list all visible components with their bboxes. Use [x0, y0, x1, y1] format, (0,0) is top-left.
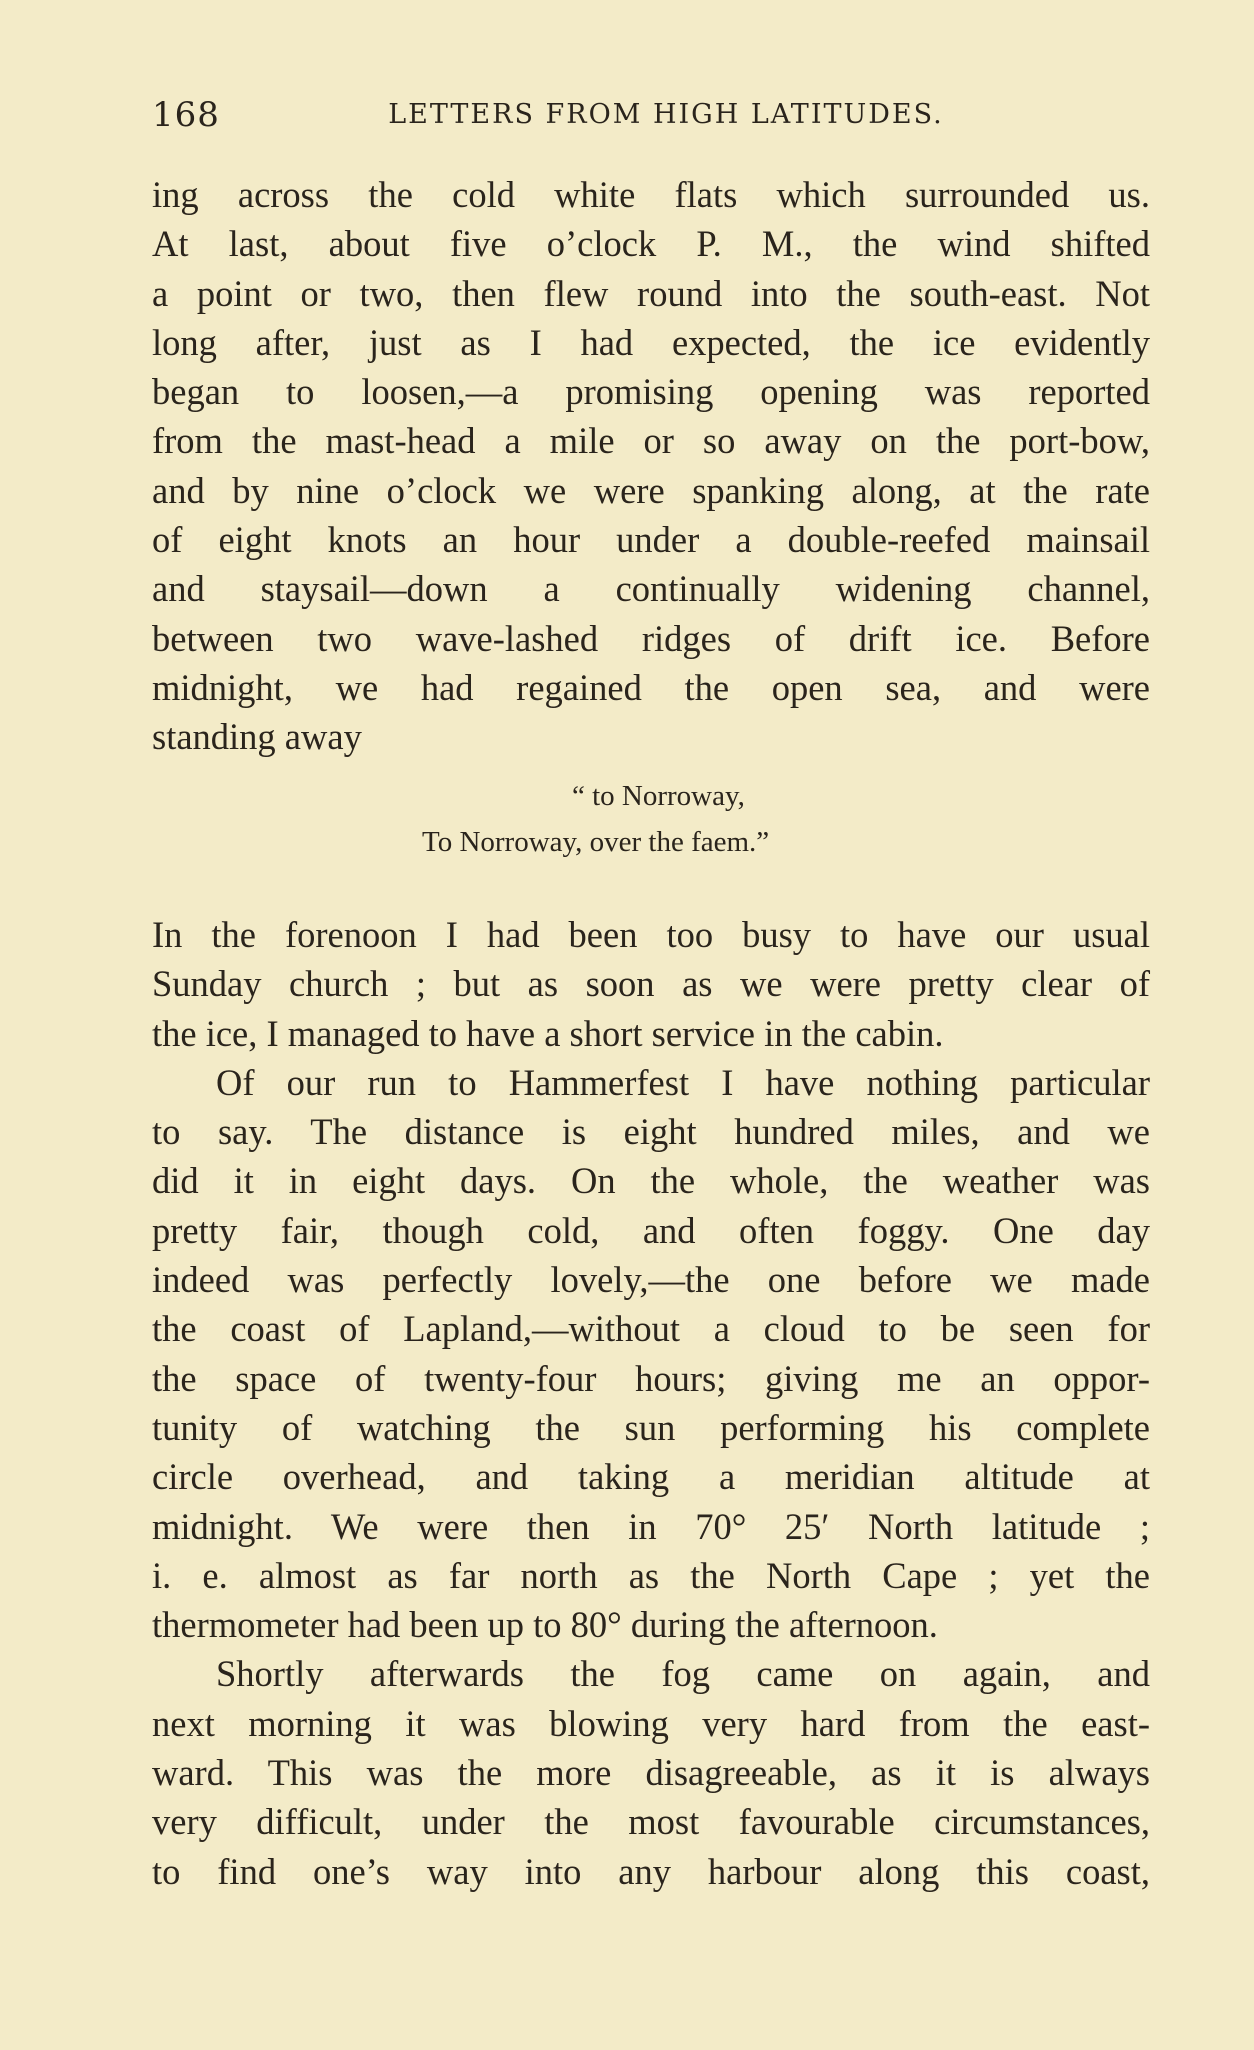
text-line: from the mast-head a mile or so away on the port-bow,	[152, 420, 1150, 462]
text-line: standing away	[152, 716, 362, 758]
text-line: next morning it was blowing very hard from the east-	[152, 1702, 1150, 1744]
text-line: thermometer had been up to 80° during the afternoon.	[152, 1604, 938, 1646]
text-line: and by nine o’clock we were spanking along, at the rate	[152, 469, 1150, 511]
running-head: LETTERS FROM HIGH LATITUDES.	[388, 99, 944, 130]
text-line: i. e. almost as far north as the North Cape ; yet the	[152, 1554, 1150, 1596]
text-line: began to loosen,—a promising opening was reported	[152, 371, 1150, 413]
text-line: midnight. We were then in 70° 25′ North latitude ;	[152, 1505, 1150, 1547]
verse-line: “ to Norroway,	[572, 780, 745, 812]
page-number: 168	[152, 95, 220, 135]
text-line: and staysail—down a continually widening channel,	[152, 568, 1150, 610]
text-line: the coast of Lapland,—without a cloud to be seen for	[152, 1308, 1150, 1350]
text-line: At last, about five o’clock P. M., the wind shifted	[152, 223, 1150, 265]
text-line: Of our run to Hammerfest I have nothing particular	[216, 1061, 1150, 1103]
text-line: did it in eight days. On the whole, the weather was	[152, 1160, 1150, 1202]
text-line: ward. This was the more disagreeable, as it is always	[152, 1752, 1150, 1794]
text-line: very difficult, under the most favourable circumstances,	[152, 1801, 1150, 1843]
text-line: a point or two, then flew round into the south-east. Not	[152, 272, 1150, 314]
text-line: ing across the cold white flats which surrounded us.	[152, 174, 1150, 215]
text-line: Sunday church ; but as soon as we were pretty clear of	[152, 963, 1150, 1005]
text-line: In the forenoon I had been too busy to have our usual	[152, 914, 1150, 955]
text-line: the space of twenty-four hours; giving me an oppor-	[152, 1357, 1150, 1399]
text-line: of eight knots an hour under a double-reefed mainsail	[152, 519, 1150, 561]
page-header	[152, 95, 1150, 139]
text-line: circle overhead, and taking a meridian altitude at	[152, 1456, 1150, 1498]
text-line: indeed was perfectly lovely,—the one before we made	[152, 1259, 1150, 1301]
text-line: Shortly afterwards the fog came on again, and	[216, 1653, 1150, 1695]
verse-quotation	[152, 773, 1150, 865]
text-line: long after, just as I had expected, the ice evidently	[152, 321, 1150, 363]
verse-line: To Norroway, over the faem.”	[422, 826, 770, 858]
text-line: the ice, I managed to have a short service in the cabin.	[152, 1012, 944, 1054]
paragraphs-2-4	[152, 910, 1150, 1896]
text-line: tunity of watching the sun performing his complete	[152, 1406, 1150, 1448]
text-line: pretty fair, though cold, and often foggy. One day	[152, 1209, 1150, 1251]
text-line: midnight, we had regained the open sea, and were	[152, 666, 1150, 708]
paragraph-1	[152, 170, 1150, 762]
text-line: to find one’s way into any harbour along this coast,	[152, 1850, 1150, 1892]
text-line: to say. The distance is eight hundred miles, and we	[152, 1111, 1150, 1153]
text-line: between two wave-lashed ridges of drift ice. Before	[152, 617, 1150, 659]
